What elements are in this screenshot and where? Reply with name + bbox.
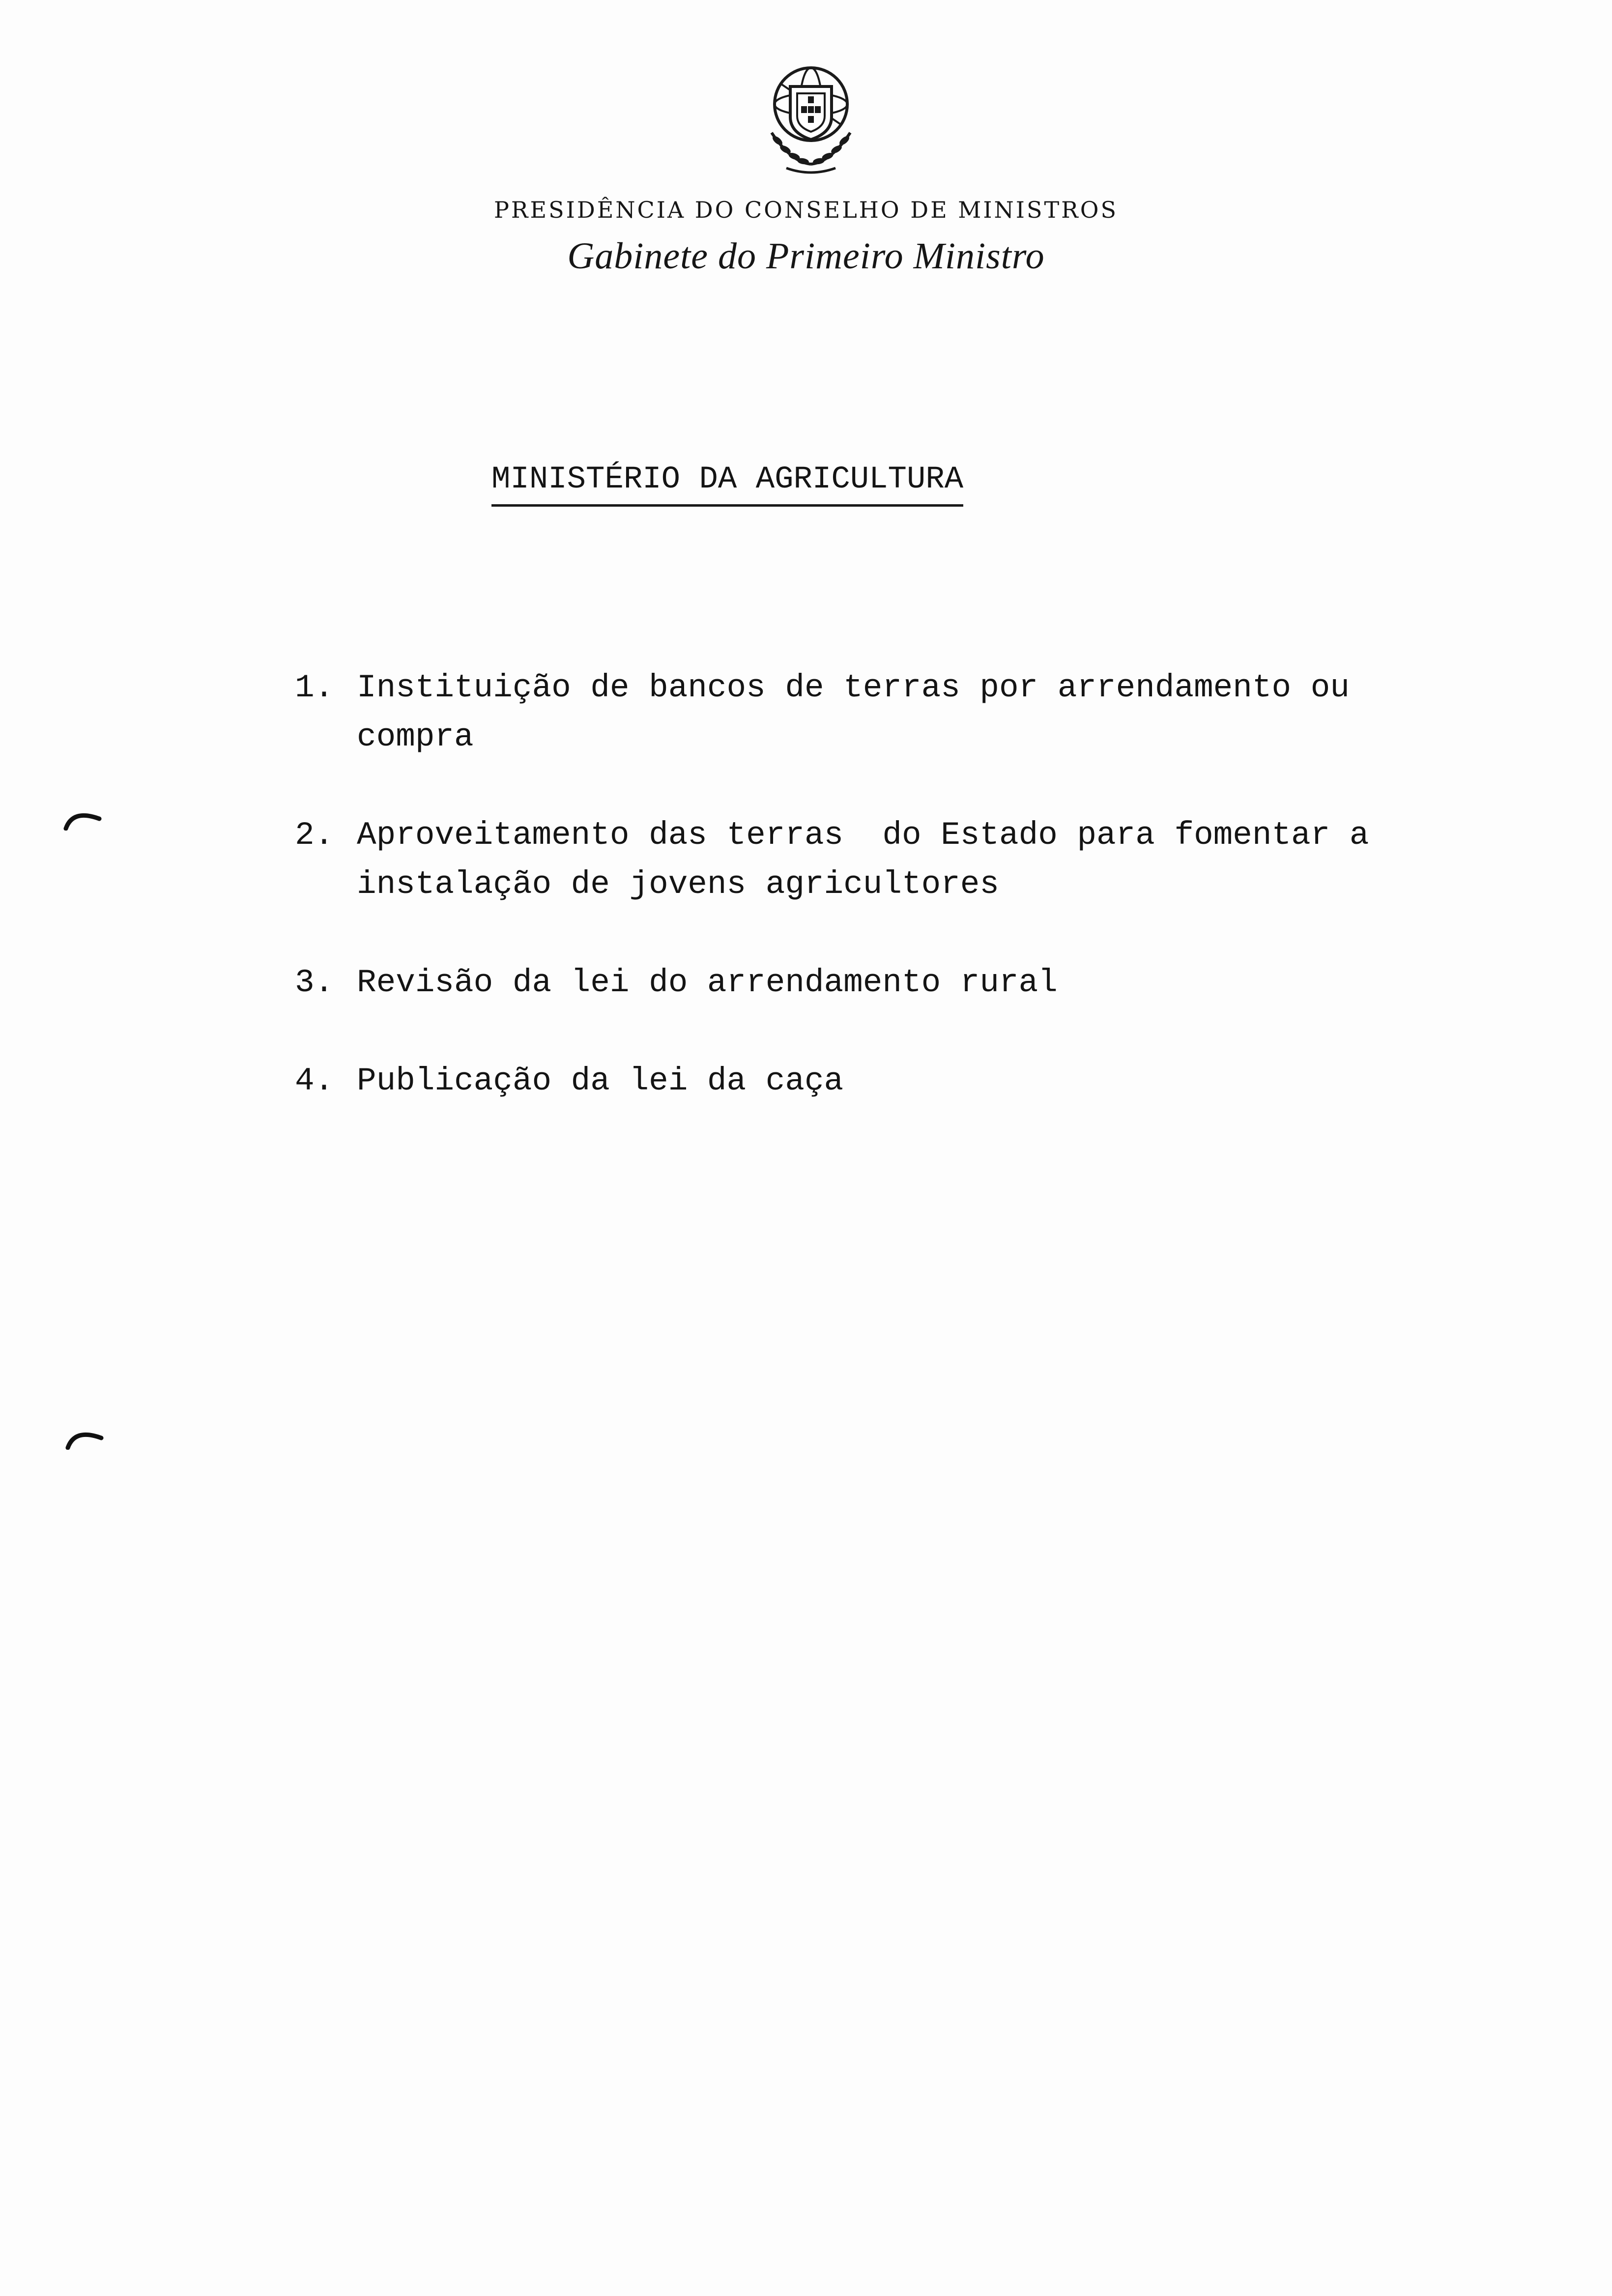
item-text: Instituição de bancos de terras por arrendamento ou compra <box>357 669 1369 755</box>
punch-hole-mark-icon <box>65 1425 104 1450</box>
organization-name: PRESIDÊNCIA DO CONSELHO DE MINISTROS <box>493 197 1119 223</box>
item-number: 4. <box>295 1062 334 1099</box>
list-item <box>295 663 1425 762</box>
item-number: 3. <box>295 964 334 1001</box>
page-title: MINISTÉRIO DA AGRICULTURA <box>491 462 963 507</box>
item-text: Revisão da lei do arrendamento rural <box>357 964 1058 1001</box>
office-name: Gabinete do Primeiro Ministro <box>567 235 1045 277</box>
item-text: Aproveitamento das terras do Estado para fomentar a instalação de jovens agricultores <box>357 817 1389 903</box>
punch-hole-mark-icon <box>63 806 102 831</box>
coat-of-arms-icon <box>752 59 870 177</box>
item-number: 2. <box>295 817 334 854</box>
item-number: 1. <box>295 669 334 706</box>
measures-list <box>295 663 1425 1155</box>
item-text: Publicação da lei da caça <box>357 1062 844 1099</box>
list-item <box>295 811 1425 909</box>
list-item <box>295 1057 1425 1106</box>
list-item <box>295 958 1425 1007</box>
